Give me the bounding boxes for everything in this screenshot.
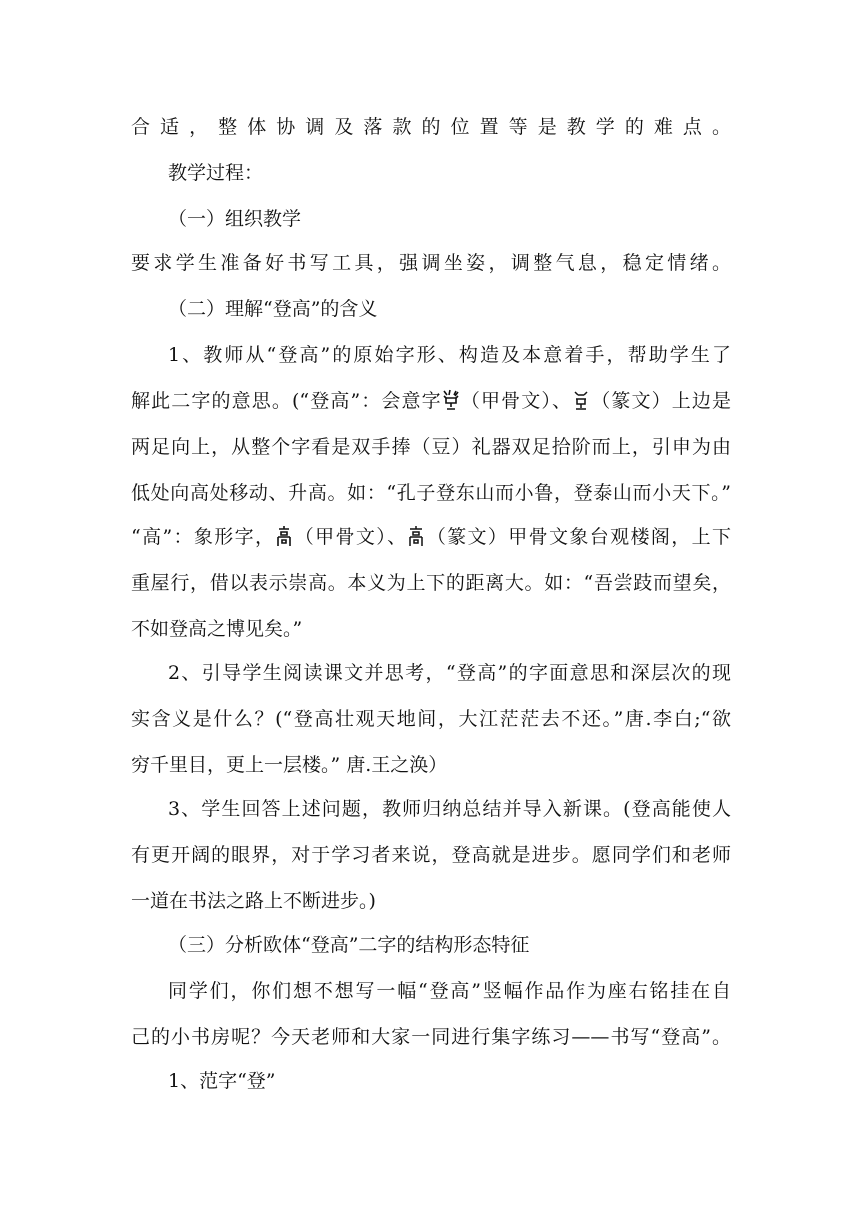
text-line: 重屋行，借以表示崇高。本义为上下的距离大。如：“吾尝跂而望矣， (131, 572, 731, 594)
section-heading: 1、范字“登” (168, 1070, 276, 1092)
text-line: 同学们，你们想不想写一幅“登高”竖幅作品作为座右铭挂在自 (168, 980, 731, 1002)
text-line-with-glyphs (131, 524, 731, 550)
section-heading: （三）分析欧体“登高”二字的结构形态特征 (168, 934, 530, 956)
seal-script-gao-glyph-icon (407, 525, 425, 547)
section-heading: （一）组织教学 (168, 208, 302, 230)
text-line: 实含义是什么？(“登高壮观天地间，大江茫茫去不还。”唐.李白;“欲 (131, 708, 731, 730)
text-line: 穷千里目，更上一层楼。” 唐.王之涣） (131, 754, 448, 776)
seal-script-deng-glyph-icon (572, 389, 590, 411)
text-line: 两足向上，从整个字看是双手捧（豆）礼器双足拾阶而上，引申为由 (131, 436, 731, 458)
text-line: 3、学生回答上述问题，教师归纳总结并导入新课。(登高能使人 (168, 798, 731, 820)
text-line: 一道在书法之路上不断进步。) (131, 890, 376, 912)
section-heading: 教学过程： (168, 162, 264, 184)
section-heading: （二）理解“登高”的含义 (168, 298, 378, 320)
text-segment: （篆文）甲骨文象台观楼阁，上下 (425, 526, 731, 548)
text-line: 1、教师从“登高”的原始字形、构造及本意着手，帮助学生了 (168, 344, 731, 366)
text-segment: （篆文）上边是 (590, 390, 731, 412)
text-line: 2、引导学生阅读课文并思考，“登高”的字面意思和深层次的现 (168, 662, 731, 684)
text-segment: “高”：象形字， (131, 526, 276, 548)
text-segment: （甲骨文）、 (293, 526, 408, 548)
text-line-with-glyphs (131, 388, 731, 414)
text-line: 不如登高之博见矣。” (131, 618, 303, 640)
text-line: 要求学生准备好书写工具，强调坐姿，调整气息，稳定情绪。 (131, 252, 731, 274)
text-segment: （甲骨文）、 (459, 390, 573, 412)
oracle-bone-deng-glyph-icon (442, 389, 460, 411)
oracle-bone-gao-glyph-icon (275, 525, 293, 547)
text-segment: 解此二字的意思。(“登高”：会意字 (131, 390, 442, 412)
text-line: 低处向高处移动、升高。如：“孔子登东山而小鲁，登泰山而小天下。” (131, 482, 731, 504)
text-line: 合适，整体协调及落款的位置等是教学的难点。 (131, 116, 731, 138)
text-line: 有更开阔的眼界，对于学习者来说，登高就是进步。愿同学们和老师 (131, 844, 731, 866)
text-line: 己的小书房呢？今天老师和大家一同进行集字练习——书写“登高”。 (131, 1026, 731, 1048)
